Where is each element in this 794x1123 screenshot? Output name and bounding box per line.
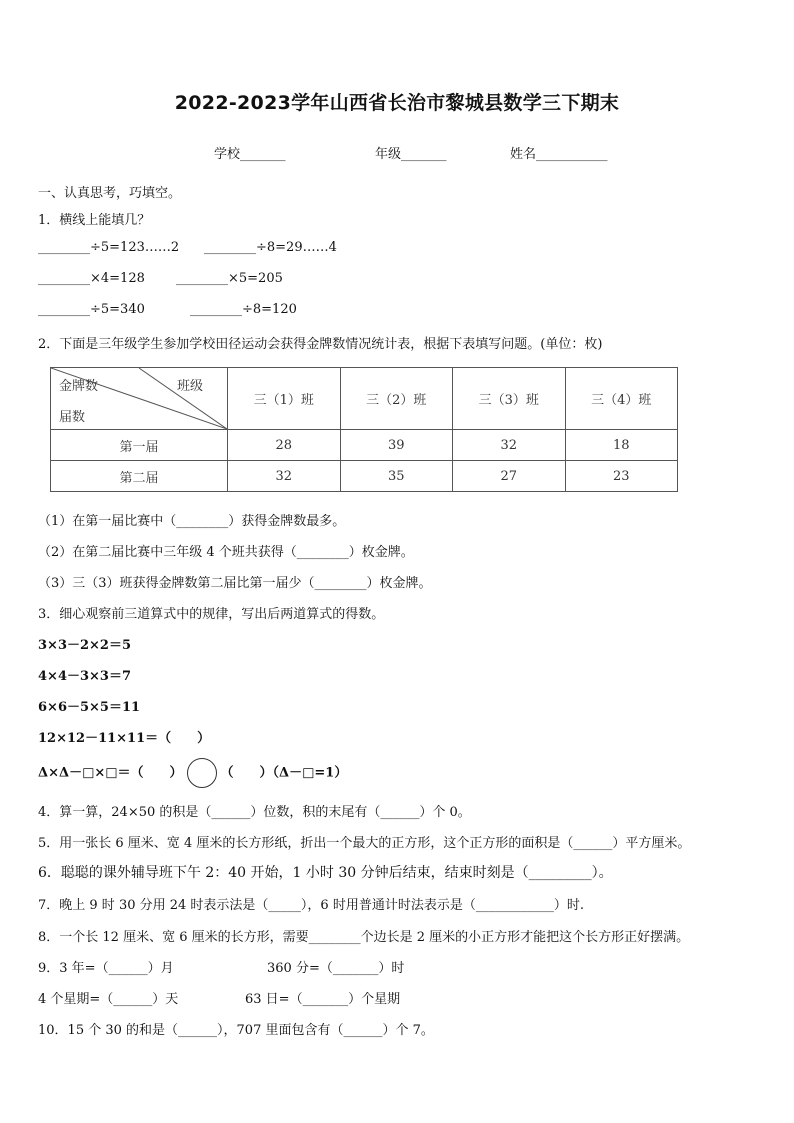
- question-9c[interactable]: 4 个星期=（______）天: [38, 992, 179, 1007]
- q3-equation-5[interactable]: [38, 758, 347, 788]
- q1-blank-4[interactable]: ________×5=205: [176, 271, 283, 286]
- question-1-prompt: 1．横线上能填几？: [38, 213, 151, 228]
- table-row: [51, 430, 678, 461]
- q1-blank-1[interactable]: ________÷5=123……2: [38, 240, 180, 255]
- corner-label-class: 班级: [177, 379, 204, 394]
- q3-equation-5-right[interactable]: （ ）（Δ－□=1）: [220, 765, 348, 781]
- q1-blank-3[interactable]: ________×4=128: [38, 271, 145, 286]
- school-field[interactable]: 学校_______: [214, 147, 286, 162]
- question-3-prompt: 3．细心观察前三道算式中的规律，写出后两道算式的得数。: [38, 607, 385, 622]
- q3-equation-3: 6×6－5×5＝11: [38, 700, 141, 715]
- q3-equation-1: 3×3－2×2＝5: [38, 638, 132, 653]
- q2-sub-1[interactable]: （1）在第一届比赛中（________）获得金牌数最多。: [38, 514, 346, 529]
- table-cell: 18: [565, 430, 678, 461]
- q1-blank-6[interactable]: ________÷8=120: [190, 302, 297, 317]
- question-10[interactable]: 10．15 个 30 的和是（______），707 里面包含有（______）个 7。: [38, 1023, 434, 1038]
- table-corner-cell: [51, 368, 228, 430]
- q2-sub-2[interactable]: （2）在第二届比赛中三年级 4 个班共获得（________）枚金牌。: [38, 545, 414, 560]
- table-cell: 28: [228, 430, 341, 461]
- column-header: 三（3）班: [453, 368, 566, 430]
- q3-equation-2: 4×4－3×3＝7: [38, 669, 132, 684]
- question-9b[interactable]: 360 分=（_______）时: [267, 961, 405, 976]
- column-header: 三（4）班: [565, 368, 678, 430]
- table-cell: 32: [228, 461, 341, 492]
- table-row: [51, 461, 678, 492]
- table-cell: 23: [565, 461, 678, 492]
- grade-field[interactable]: 年级_______: [375, 147, 447, 162]
- corner-label-session: 届数: [59, 410, 86, 425]
- question-6[interactable]: 6．聪聪的课外辅导班下午 2：40 开始，1 小时 30 分钟后结束，结束时刻是（_________）。: [38, 865, 613, 881]
- question-4[interactable]: 4．算一算，24×50 的积是（______）位数，积的末尾有（______）个 0。: [38, 805, 471, 820]
- section-heading: 一、认真思考，巧填空。: [38, 186, 182, 201]
- corner-label-medals: 金牌数: [59, 379, 99, 394]
- question-2-prompt: 2．下面是三年级学生参加学校田径运动会获得金牌数情况统计表，根据下表填写问题。(单位：枚): [38, 337, 603, 352]
- question-9d[interactable]: 63 日=（_______）个星期: [245, 992, 401, 1007]
- q3-equation-4[interactable]: 12×12－11×11＝（ ）: [38, 731, 211, 746]
- question-7[interactable]: 7．晚上 9 时 30 分用 24 时表示法是（_____），6 时用普通计时法表示是（____________）时.: [38, 898, 584, 913]
- row-label: 第二届: [51, 461, 228, 492]
- medal-table: [50, 367, 678, 492]
- table-header-row: [51, 368, 678, 430]
- table-cell: 39: [340, 430, 453, 461]
- column-header: 三（2）班: [340, 368, 453, 430]
- table-cell: 35: [340, 461, 453, 492]
- comparison-circle[interactable]: [187, 758, 217, 788]
- question-9a[interactable]: 9．3 年=（______）月: [38, 961, 174, 976]
- question-5[interactable]: 5．用一张长 6 厘米、宽 4 厘米的长方形纸，折出一个最大的正方形，这个正方形的面积是（______）平方厘米。: [38, 836, 691, 851]
- name-field[interactable]: 姓名___________: [510, 147, 608, 162]
- column-header: 三（1）班: [228, 368, 341, 430]
- row-label: 第一届: [51, 430, 228, 461]
- question-8[interactable]: 8．一个长 12 厘米、宽 6 厘米的长方形，需要________个边长是 2 厘米的小正方形才能把这个长方形正好摆满。: [38, 930, 690, 945]
- q1-blank-5[interactable]: ________÷5=340: [38, 302, 145, 317]
- table-cell: 32: [453, 430, 566, 461]
- q3-equation-5-left[interactable]: Δ×Δ－□×□＝（ ）: [38, 765, 183, 781]
- table-cell: 27: [453, 461, 566, 492]
- q1-blank-2[interactable]: ________÷8=29……4: [204, 240, 337, 255]
- q2-sub-3[interactable]: （3）三（3）班获得金牌数第二届比第一届少（________）枚金牌。: [38, 576, 432, 591]
- page-title: 2022-2023学年山西省长治市黎城县数学三下期末: [174, 92, 620, 114]
